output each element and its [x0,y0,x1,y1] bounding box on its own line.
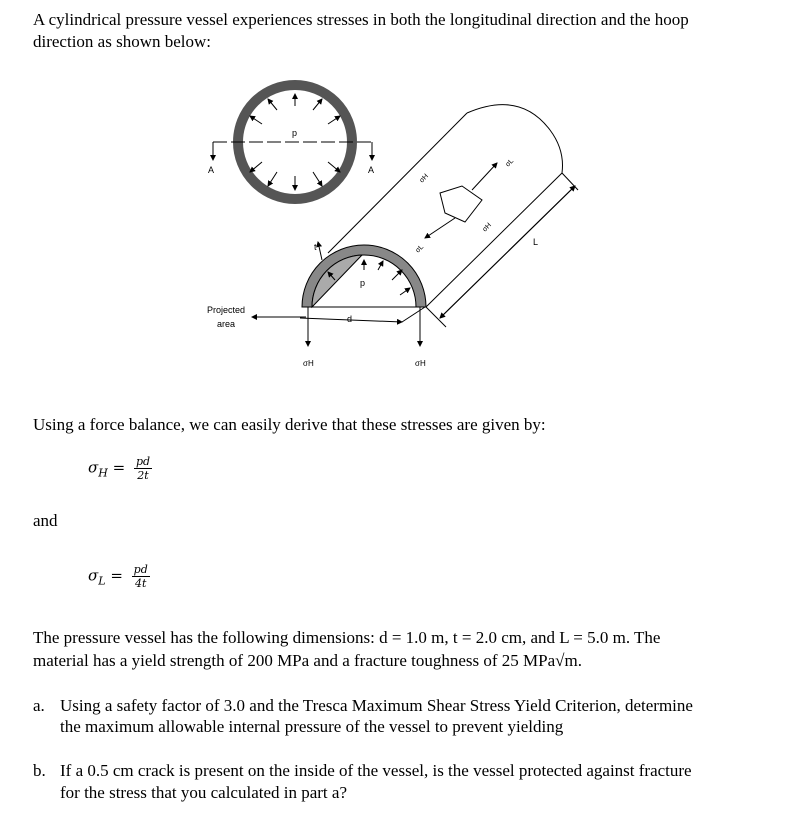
pressure-vessel-diagram [0,0,788,400]
question-a-line-1: Using a safety factor of 3.0 and the Tresca Maximum Shear Stress Yield Criterion, determine [60,696,693,715]
intro-line-2: direction as shown below: [33,32,211,51]
thickness-label: t [314,242,317,252]
projected-label: Projected [207,305,246,315]
diameter-label: d [347,314,353,324]
longitudinal-stress-equation: $\sigma_L$ = $\frac{pd}{4t}$ [88,563,148,590]
section-label-left: A [208,165,215,175]
question-b-line-2: for the stress that you calculated in part a? [60,783,347,802]
ring-cross-section [213,85,375,199]
force-balance-text: Using a force balance, we can easily derive that these stresses are given by: [33,415,546,434]
pressure-label-2: p [360,278,366,288]
area-label: area [217,319,236,329]
section-label-right: A [368,165,375,175]
hoop-stress-equation: $\sigma_H$ = $\frac{pd}{2t}$ [88,455,151,482]
hoop-stress-label-left: σH [303,359,314,368]
dimensions-line-1: The pressure vessel has the following dimensions: d = 1.0 m, t = 2.0 cm, and L = 5.0 m. The [33,628,661,647]
question-a-label: a. [33,696,45,715]
dimensions-line-2: material has a yield strength of 200 MPa and a fracture toughness of 25 MPa√m. [33,651,582,670]
hoop-stress-label-element: σH [418,172,431,185]
half-cylinder [252,105,578,346]
question-b-line-1: If a 0.5 cm crack is present on the inside of the vessel, is the vessel protected against fracture [60,761,692,780]
question-b-label: b. [33,761,46,780]
hoop-stress-label-right: σH [415,359,426,368]
and-text: and [33,511,58,530]
length-label: L [533,237,539,247]
hoop-stress-label-element-2: σH [481,221,494,234]
longitudinal-stress-label-2: σL [414,243,426,255]
longitudinal-stress-label: σL [504,157,516,169]
question-a-line-2: the maximum allowable internal pressure of the vessel to prevent yielding [60,717,564,736]
pressure-label: p [292,128,298,138]
intro-line-1: A cylindrical pressure vessel experiences stresses in both the longitudinal direction and the hoop [33,10,689,29]
